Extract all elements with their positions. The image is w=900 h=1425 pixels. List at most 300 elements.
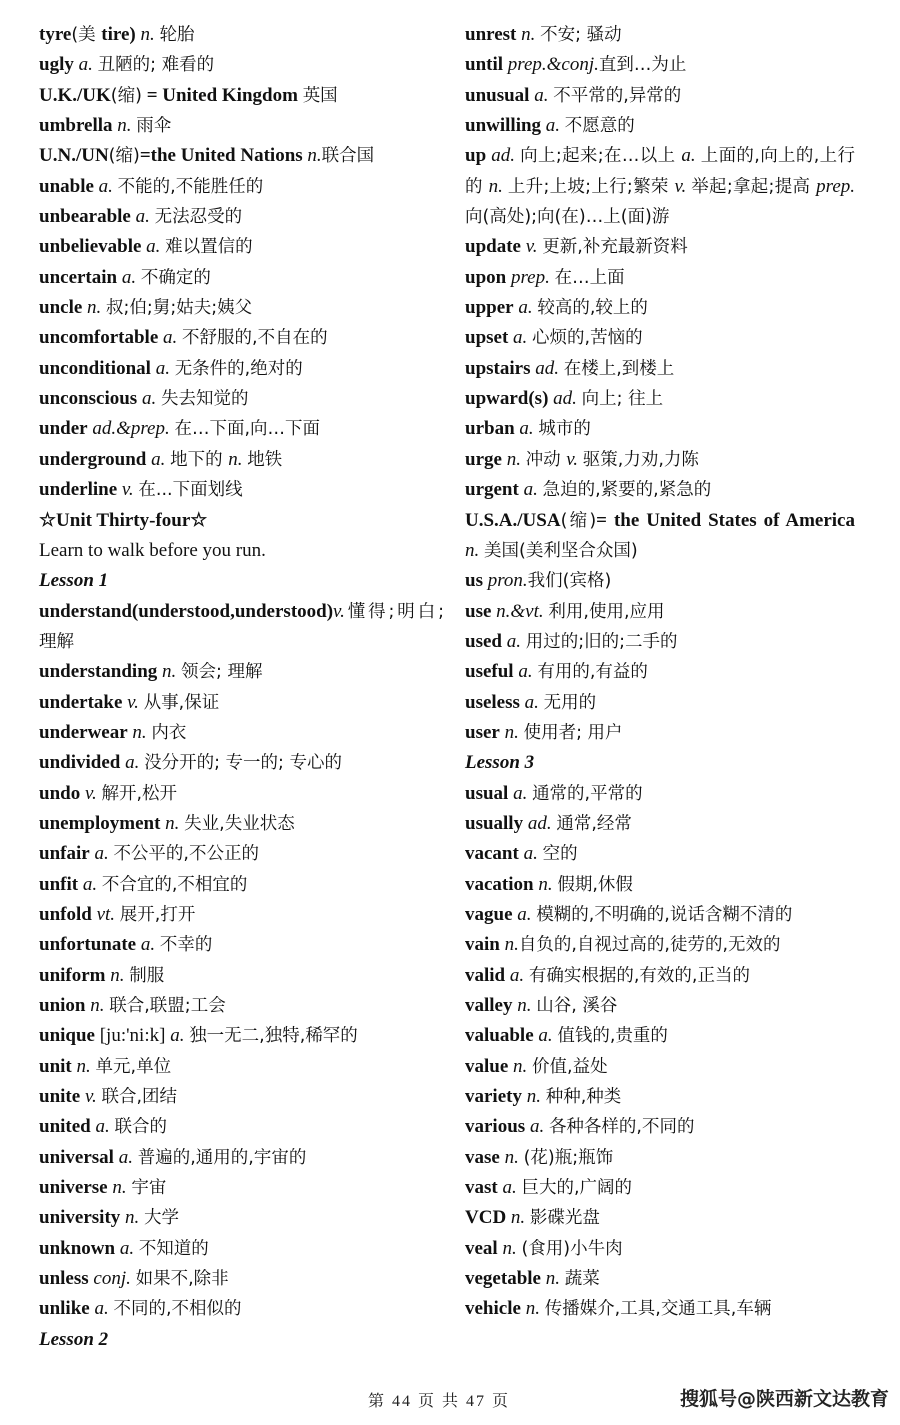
vocabulary-entry bbox=[39, 870, 444, 900]
headword: undo bbox=[39, 782, 81, 804]
vocabulary-entry bbox=[39, 809, 444, 839]
headword: uncle bbox=[39, 297, 83, 319]
vocabulary-entry bbox=[39, 263, 444, 293]
part-of-speech: n. bbox=[82, 297, 107, 319]
vocabulary-entry bbox=[39, 991, 444, 1021]
definition: 不幸的 bbox=[159, 935, 213, 956]
part-of-speech: v. bbox=[80, 782, 102, 804]
definition: 在…下面,向…下面 bbox=[174, 419, 321, 440]
headword: use bbox=[465, 600, 492, 622]
vocabulary-entry bbox=[465, 323, 855, 353]
definition: 城市的 bbox=[538, 419, 591, 440]
headword: upset bbox=[465, 327, 509, 349]
definition: 利用,使用,应用 bbox=[548, 601, 665, 622]
definition: 不平常的,异常的 bbox=[553, 85, 682, 106]
headword: unite bbox=[39, 1086, 81, 1108]
vocabulary-entry bbox=[465, 627, 855, 657]
part-of-speech: prep. bbox=[506, 266, 555, 288]
headword: various bbox=[465, 1116, 526, 1138]
definition: 展开,打开 bbox=[119, 904, 196, 925]
definition: 影碟光盘 bbox=[529, 1208, 600, 1229]
part-of-speech: n. bbox=[107, 1177, 132, 1199]
part-of-speech: a. bbox=[518, 843, 543, 865]
definition: 更新,补充最新资料 bbox=[542, 237, 688, 258]
headword: unconscious bbox=[39, 388, 138, 410]
part-of-speech: prep.&conj. bbox=[503, 54, 599, 76]
definition: 英国 bbox=[302, 85, 338, 106]
definition: (花)瓶;瓶饰 bbox=[523, 1147, 614, 1168]
definition: 叔;伯;舅;姑夫;姨父 bbox=[106, 298, 253, 319]
part-of-speech: v. bbox=[674, 175, 692, 197]
vocabulary-entry bbox=[39, 323, 444, 353]
part-of-speech: n. bbox=[501, 448, 526, 470]
headword: unique bbox=[39, 1025, 95, 1047]
vocabulary-entry bbox=[465, 263, 855, 293]
part-of-speech: n. bbox=[302, 145, 322, 167]
headword: universal bbox=[39, 1146, 114, 1168]
definition: 轮胎 bbox=[159, 25, 195, 45]
definition: 巨大的,广阔的 bbox=[521, 1178, 633, 1199]
definition: 价值,益处 bbox=[532, 1056, 608, 1077]
headword: veal bbox=[465, 1237, 498, 1259]
vocabulary-entry bbox=[39, 202, 444, 232]
definition: 向上;起来;在…以上 bbox=[520, 146, 682, 167]
definition: 地铁 bbox=[247, 449, 283, 470]
headword: used bbox=[465, 630, 502, 652]
headword: unfit bbox=[39, 873, 79, 895]
definition: 无条件的,绝对的 bbox=[174, 358, 303, 379]
part-of-speech: a. bbox=[136, 934, 160, 956]
headword: =the United Nations bbox=[139, 145, 303, 167]
headword: unless bbox=[39, 1268, 89, 1290]
vocabulary-entry bbox=[465, 870, 855, 900]
part-of-speech: n. bbox=[506, 1207, 530, 1229]
vocabulary-entry bbox=[465, 1264, 855, 1294]
definition: Learn to walk before you run. bbox=[39, 539, 266, 561]
headword: ☆Unit Thirty-four☆ bbox=[39, 509, 208, 531]
headword: unfair bbox=[39, 843, 90, 865]
definition: 无法忍受的 bbox=[154, 207, 243, 228]
headword: vague bbox=[465, 903, 513, 925]
definition: 蔬菜 bbox=[564, 1269, 600, 1290]
definition: 上面的,向上的,上行的 bbox=[465, 146, 856, 197]
definition: 冲动 bbox=[525, 449, 567, 470]
headword: valley bbox=[465, 995, 513, 1016]
part-of-speech: vt. bbox=[91, 903, 120, 925]
vocabulary-entry bbox=[39, 1264, 444, 1294]
vocabulary-entry bbox=[39, 536, 444, 566]
part-of-speech: a. bbox=[117, 266, 141, 288]
part-of-speech: ad.&prep. bbox=[87, 418, 175, 440]
vocabulary-entry bbox=[39, 1325, 444, 1355]
headword: up bbox=[465, 145, 487, 167]
vocabulary-entry bbox=[39, 506, 444, 536]
definition: 制服 bbox=[129, 965, 165, 986]
definition: 值钱的,贵重的 bbox=[557, 1026, 668, 1047]
definition: 不确定的 bbox=[140, 267, 211, 288]
part-of-speech: n. bbox=[228, 448, 248, 470]
part-of-speech: v. bbox=[80, 1086, 102, 1108]
part-of-speech: prep. bbox=[816, 175, 855, 197]
headword: urge bbox=[465, 448, 502, 470]
vocabulary-entry bbox=[39, 81, 444, 111]
page-number: 第 44 页 共 47 页 bbox=[368, 1393, 511, 1410]
part-of-speech: a. bbox=[529, 84, 554, 106]
definition: 我们(宾格) bbox=[527, 571, 612, 592]
vocabulary-entry bbox=[39, 293, 444, 323]
part-of-speech: a. bbox=[158, 327, 183, 349]
vocabulary-entry bbox=[465, 111, 855, 141]
definition: 联合的 bbox=[114, 1117, 167, 1138]
part-of-speech: a. bbox=[541, 115, 565, 137]
vocabulary-entry bbox=[465, 657, 855, 687]
vocabulary-entry bbox=[465, 20, 855, 50]
headword: useful bbox=[465, 661, 514, 683]
headword: uniform bbox=[39, 964, 106, 986]
vocabulary-entry bbox=[465, 1203, 855, 1233]
vocabulary-entry bbox=[39, 961, 444, 991]
definition: 较高的,较上的 bbox=[537, 298, 648, 319]
headword: tyre bbox=[39, 24, 72, 45]
headword: uncertain bbox=[39, 266, 118, 288]
vocabulary-entry bbox=[39, 688, 444, 718]
vocabulary-entry bbox=[465, 688, 855, 718]
definition: 有确实根据的,有效的,正当的 bbox=[528, 965, 750, 986]
definition: 懂得;明白;理解 bbox=[39, 601, 444, 652]
vocabulary-entry bbox=[465, 900, 855, 930]
part-of-speech: ad. bbox=[486, 145, 521, 167]
definition: 不知道的 bbox=[138, 1238, 209, 1259]
headword: = the United States of America bbox=[596, 509, 855, 531]
definition: 不能的,不能胜任的 bbox=[117, 176, 264, 197]
part-of-speech: a. bbox=[141, 236, 166, 258]
definition: 有用的,有益的 bbox=[537, 662, 648, 683]
vocabulary-entry bbox=[39, 50, 444, 80]
definition: 大学 bbox=[144, 1208, 180, 1229]
vocabulary-entry bbox=[39, 141, 444, 171]
part-of-speech: v. bbox=[520, 236, 543, 258]
vocabulary-entry bbox=[465, 50, 855, 80]
definition: 独一无二,独特,稀罕的 bbox=[189, 1026, 358, 1047]
part-of-speech: a. bbox=[73, 54, 98, 76]
vocabulary-entry bbox=[39, 1173, 444, 1203]
part-of-speech: v. bbox=[117, 479, 139, 501]
definition: 驱策,力劝,力陈 bbox=[582, 449, 699, 470]
definition: 联合,联盟;工会 bbox=[109, 996, 226, 1016]
definition: 空的 bbox=[542, 844, 578, 865]
part-of-speech: a. bbox=[78, 873, 102, 895]
vocabulary-entry bbox=[39, 20, 444, 50]
part-of-speech: n.&vt. bbox=[491, 600, 549, 622]
headword: unemployment bbox=[39, 812, 161, 834]
vocabulary-entry bbox=[465, 1294, 855, 1324]
definition: 不合宜的,不相宜的 bbox=[101, 874, 248, 895]
part-of-speech: n. bbox=[488, 175, 508, 197]
headword: upper bbox=[465, 297, 514, 319]
part-of-speech: a. bbox=[533, 1025, 558, 1047]
definition: 模糊的,不明确的,说话含糊不清的 bbox=[536, 904, 793, 925]
part-of-speech: n. bbox=[497, 1237, 522, 1259]
part-of-speech: n. bbox=[71, 1055, 96, 1077]
part-of-speech: a. bbox=[137, 388, 161, 410]
lesson-heading: Lesson 2 bbox=[39, 1328, 109, 1350]
headword: = United Kingdom bbox=[141, 84, 303, 106]
part-of-speech: a. bbox=[513, 297, 538, 319]
definition: (缩) bbox=[108, 146, 140, 167]
vocabulary-entry bbox=[39, 718, 444, 748]
vocabulary-entry bbox=[465, 930, 855, 960]
definition: 通常的,平常的 bbox=[532, 783, 643, 804]
headword: update bbox=[465, 236, 521, 258]
vocabulary-column-right bbox=[465, 20, 855, 1325]
lesson-heading: Lesson 3 bbox=[465, 752, 535, 774]
definition: 没分开的; 专一的; 专心的 bbox=[144, 753, 342, 774]
part-of-speech: ad. bbox=[548, 388, 582, 410]
definition: 用过的;旧的;二手的 bbox=[525, 631, 678, 652]
definition: 如果不,除非 bbox=[135, 1269, 229, 1290]
part-of-speech: a. bbox=[505, 964, 529, 986]
part-of-speech: a. bbox=[525, 1116, 549, 1138]
definition: 使用者; 用户 bbox=[523, 722, 623, 743]
vocabulary-entry bbox=[39, 566, 444, 596]
vocabulary-entry bbox=[39, 414, 444, 444]
vocabulary-entry bbox=[39, 475, 444, 505]
headword: valid bbox=[465, 964, 506, 986]
definition: 直到…为止 bbox=[598, 55, 687, 76]
definition: 雨伞 bbox=[136, 116, 172, 137]
headword: underground bbox=[39, 448, 147, 470]
definition: 失业,失业状态 bbox=[184, 813, 295, 834]
part-of-speech: v. bbox=[122, 691, 144, 713]
definition: (美 bbox=[71, 25, 102, 45]
headword: U.N./UN bbox=[39, 145, 109, 167]
vocabulary-entry bbox=[465, 293, 855, 323]
headword: vain bbox=[465, 934, 500, 956]
watermark: 搜狐号@陕西新文达教育 bbox=[680, 1388, 890, 1410]
part-of-speech: a. bbox=[513, 661, 538, 683]
headword: universe bbox=[39, 1177, 108, 1199]
headword: vegetable bbox=[465, 1268, 541, 1290]
part-of-speech: a. bbox=[89, 843, 114, 865]
definition: 普遍的,通用的,宇宙的 bbox=[137, 1147, 307, 1168]
vocabulary-entry bbox=[39, 232, 444, 262]
definition: 联合国 bbox=[321, 146, 375, 167]
part-of-speech: a. bbox=[518, 479, 543, 501]
definition: [ju:'ni:k] bbox=[94, 1025, 171, 1047]
vocabulary-column-left bbox=[39, 20, 444, 1355]
vocabulary-entry bbox=[465, 779, 855, 809]
vocabulary-entry bbox=[465, 1112, 855, 1142]
part-of-speech: v. bbox=[566, 448, 583, 470]
vocabulary-entry bbox=[39, 900, 444, 930]
headword: usual bbox=[465, 782, 509, 804]
vocabulary-entry bbox=[39, 1021, 444, 1051]
part-of-speech: n. bbox=[499, 721, 524, 743]
headword: unit bbox=[39, 1055, 72, 1077]
headword: understanding bbox=[39, 661, 158, 683]
vocabulary-entry bbox=[39, 779, 444, 809]
part-of-speech: a. bbox=[90, 1116, 115, 1138]
definition: 种种,种类 bbox=[545, 1087, 622, 1108]
definition: (食用)小牛肉 bbox=[521, 1238, 623, 1259]
headword: unfold bbox=[39, 903, 92, 925]
definition: 内衣 bbox=[151, 722, 187, 743]
part-of-speech: a. bbox=[130, 206, 155, 228]
headword: upstairs bbox=[465, 357, 531, 379]
definition: 在...下面划线 bbox=[138, 480, 243, 501]
headword: underline bbox=[39, 479, 118, 501]
definition: (缩) bbox=[110, 85, 142, 106]
definition: (缩) bbox=[560, 510, 597, 531]
part-of-speech: a. bbox=[113, 1146, 138, 1168]
definition: 假期,休假 bbox=[557, 874, 633, 895]
part-of-speech: v. bbox=[333, 600, 345, 622]
vocabulary-entry bbox=[39, 930, 444, 960]
definition: 不舒服的,不自在的 bbox=[182, 328, 328, 349]
vocabulary-entry bbox=[465, 414, 855, 444]
definition: 无用的 bbox=[543, 692, 597, 713]
definition: 不安; 骚动 bbox=[540, 25, 622, 45]
headword: usually bbox=[465, 812, 524, 834]
vocabulary-entry bbox=[465, 1052, 855, 1082]
vocabulary-entry bbox=[39, 748, 444, 778]
part-of-speech: n. bbox=[499, 1146, 524, 1168]
definition: 自负的,自视过高的,徒劳的,无效的 bbox=[518, 935, 781, 956]
definition: 通常,经常 bbox=[556, 813, 632, 834]
vocabulary-entry bbox=[465, 506, 855, 567]
headword: unbearable bbox=[39, 206, 131, 228]
part-of-speech: n. bbox=[520, 1298, 545, 1320]
headword: unusual bbox=[465, 84, 530, 106]
vocabulary-entry bbox=[465, 1173, 855, 1203]
headword: vast bbox=[465, 1177, 498, 1199]
part-of-speech: ad. bbox=[523, 812, 557, 834]
vocabulary-entry bbox=[39, 1082, 444, 1112]
part-of-speech: n. bbox=[135, 24, 160, 45]
headword: value bbox=[465, 1055, 509, 1077]
part-of-speech: n. bbox=[499, 934, 519, 956]
definition: 急迫的,紧要的,紧急的 bbox=[542, 480, 712, 501]
headword: VCD bbox=[465, 1207, 507, 1229]
headword: unbelievable bbox=[39, 236, 142, 258]
vocabulary-entry bbox=[39, 354, 444, 384]
definition: 上升;上坡;上行;繁荣 bbox=[507, 176, 675, 197]
headword: unable bbox=[39, 175, 94, 197]
headword: unknown bbox=[39, 1237, 116, 1259]
headword: umbrella bbox=[39, 115, 113, 137]
definition: 心烦的,苦恼的 bbox=[532, 328, 643, 349]
vocabulary-entry bbox=[465, 354, 855, 384]
part-of-speech: n. bbox=[512, 995, 537, 1016]
definition: 不同的,不相似的 bbox=[113, 1299, 242, 1320]
vocabulary-entry bbox=[465, 1143, 855, 1173]
part-of-speech: n. bbox=[465, 539, 484, 561]
definition: 在楼上,到楼上 bbox=[563, 358, 675, 379]
definition: 难以置信的 bbox=[165, 237, 253, 258]
headword: urgent bbox=[465, 479, 519, 501]
part-of-speech: n. bbox=[521, 1086, 546, 1108]
headword: university bbox=[39, 1207, 121, 1229]
vocabulary-entry bbox=[465, 597, 855, 627]
part-of-speech: conj. bbox=[88, 1268, 136, 1290]
part-of-speech: n. bbox=[105, 964, 130, 986]
definition: 向(高处);向(在)…上(面)游 bbox=[465, 207, 670, 228]
headword: user bbox=[465, 721, 500, 743]
vocabulary-entry bbox=[465, 445, 855, 475]
vocabulary-entry bbox=[465, 566, 855, 596]
headword: us bbox=[465, 570, 483, 592]
definition: 丑陋的; 难看的 bbox=[97, 55, 215, 76]
vocabulary-entry bbox=[465, 1021, 855, 1051]
vocabulary-entry bbox=[465, 384, 855, 414]
definition: 单元,单位 bbox=[95, 1056, 172, 1077]
part-of-speech: n. bbox=[160, 812, 185, 834]
vocabulary-entry bbox=[465, 232, 855, 262]
part-of-speech: n. bbox=[157, 661, 182, 683]
definition: 举起;拿起;提高 bbox=[691, 176, 817, 197]
vocabulary-entry bbox=[39, 445, 444, 475]
headword: vase bbox=[465, 1146, 500, 1168]
definition: 在…上面 bbox=[554, 267, 625, 288]
lesson-heading: Lesson 1 bbox=[39, 570, 109, 592]
vocabulary-entry bbox=[465, 809, 855, 839]
part-of-speech: n. bbox=[112, 115, 137, 137]
vocabulary-entry bbox=[465, 475, 855, 505]
part-of-speech: n. bbox=[508, 1055, 533, 1077]
headword: unrest bbox=[465, 24, 517, 45]
definition: 传播媒介,工具,交通工具,车辆 bbox=[544, 1299, 772, 1320]
part-of-speech: a. bbox=[508, 327, 533, 349]
part-of-speech: a. bbox=[681, 145, 701, 167]
headword: variety bbox=[465, 1086, 522, 1108]
headword: ugly bbox=[39, 54, 74, 76]
definition: 不愿意的 bbox=[564, 116, 635, 137]
part-of-speech: n. bbox=[120, 1207, 145, 1229]
headword: underwear bbox=[39, 721, 128, 743]
part-of-speech: n. bbox=[85, 995, 110, 1016]
headword: vehicle bbox=[465, 1298, 521, 1320]
part-of-speech: a. bbox=[514, 418, 539, 440]
part-of-speech: a. bbox=[508, 782, 533, 804]
vocabulary-entry bbox=[465, 1234, 855, 1264]
vocabulary-entry bbox=[465, 81, 855, 111]
part-of-speech: a. bbox=[146, 448, 171, 470]
headword: valuable bbox=[465, 1025, 534, 1047]
vocabulary-entry bbox=[465, 1082, 855, 1112]
vocabulary-entry bbox=[39, 111, 444, 141]
headword: upon bbox=[465, 266, 507, 288]
vocabulary-entry bbox=[465, 961, 855, 991]
part-of-speech: a. bbox=[120, 752, 145, 774]
part-of-speech: pron. bbox=[482, 570, 528, 592]
definition: 宇宙 bbox=[131, 1178, 167, 1199]
headword: union bbox=[39, 995, 86, 1016]
part-of-speech: a. bbox=[170, 1025, 190, 1047]
headword: united bbox=[39, 1116, 91, 1138]
headword: U.K./UK bbox=[39, 84, 111, 106]
part-of-speech: a. bbox=[512, 903, 537, 925]
headword: unwilling bbox=[465, 115, 542, 137]
definition: 山谷, 溪谷 bbox=[536, 996, 618, 1016]
vocabulary-entry bbox=[465, 718, 855, 748]
part-of-speech: n. bbox=[127, 721, 152, 743]
headword: unconditional bbox=[39, 357, 151, 379]
part-of-speech: a. bbox=[89, 1298, 114, 1320]
definition: 美国(美利坚合众国) bbox=[484, 540, 638, 561]
headword: under bbox=[39, 418, 88, 440]
headword: vacation bbox=[465, 873, 534, 895]
headword: unlike bbox=[39, 1298, 90, 1320]
